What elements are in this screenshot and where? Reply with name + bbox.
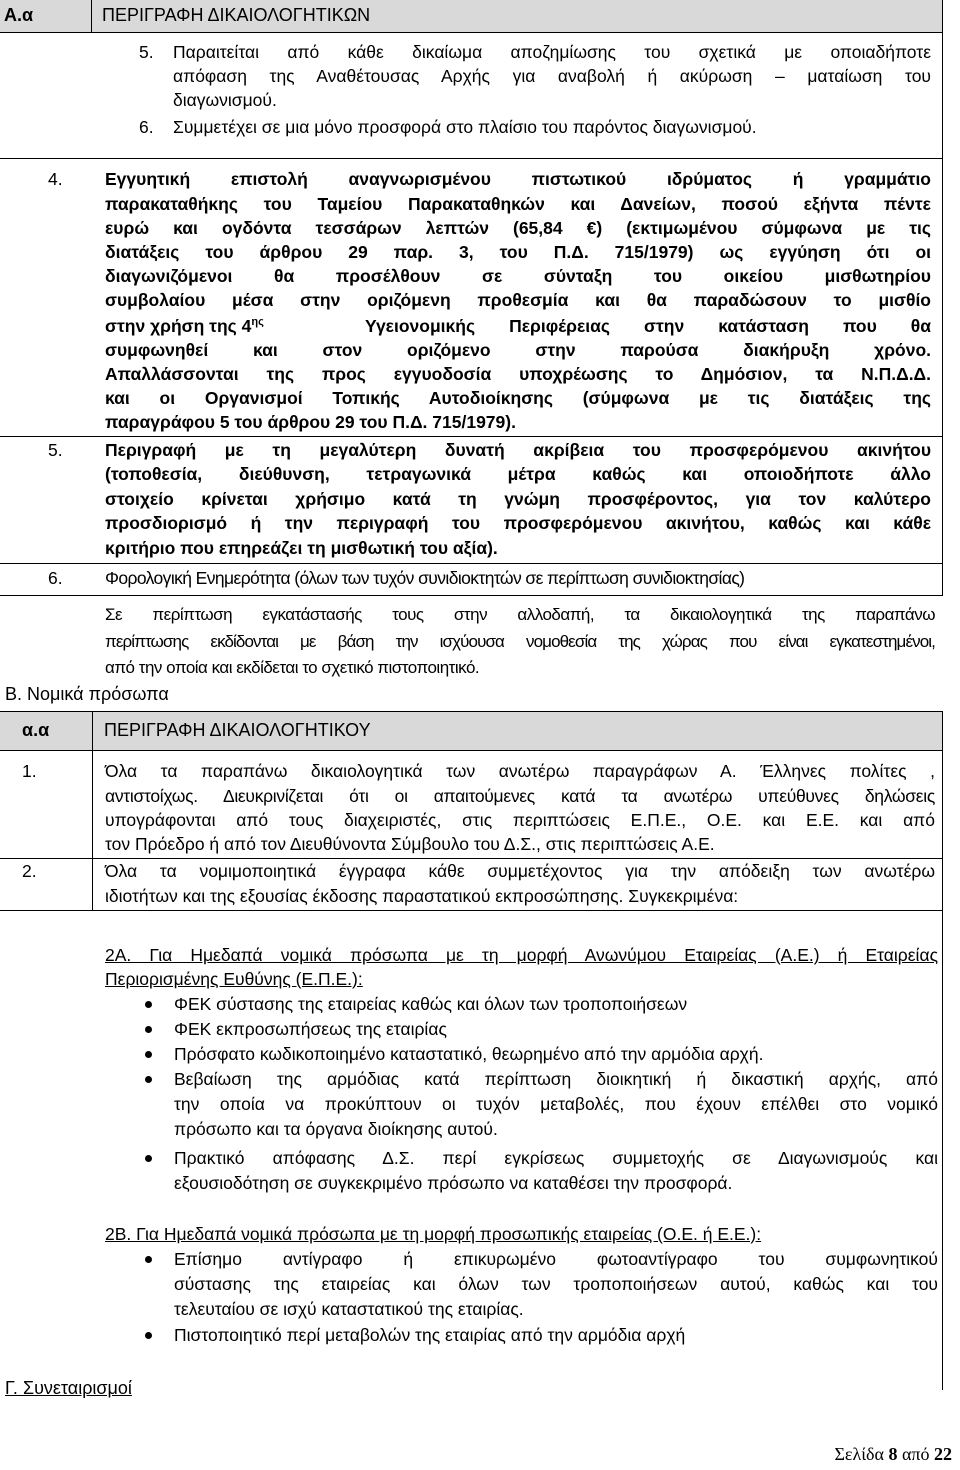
subsection-heading-2a-cont: Περιορισμένης Ευθύνης (Ε.Π.Ε.): [105, 969, 363, 989]
bullet-icon [145, 1155, 152, 1162]
table-border [942, 711, 943, 1390]
section-heading-legal-entities: Β. Νομικά πρόσωπα [5, 684, 169, 704]
bullet-icon [145, 1076, 152, 1083]
row-text-line: Φορολογική Ενημερότητα (όλων των τυχόν συνιδιοκτητών σε περίπτωση συνιδιοκτησίας) [105, 568, 745, 588]
bullet-text: τελευταίου σε ισχύ καταστατικού της εταιρίας. [174, 1299, 524, 1319]
row-text-line: στοιχείο κρίνεται χρήσιμο κατά τη γνώμη προσφέροντος, για τον καλύτερο [105, 489, 931, 509]
bullet-text: εξουσιοδότηση σε συγκεκριμένο πρόσωπο να καταθέσει την προσφορά. [174, 1173, 733, 1193]
bullet-text: Επίσημο αντίγραφο ή επικυρωμένο φωτοαντίγραφο του συμφωνητικού [174, 1249, 938, 1269]
row-text-line: κριτήριο που επηρεάζει τη μισθωτική του αξία). [105, 538, 498, 558]
subsection-heading-2a: 2Α. Για Ημεδαπά νομικά πρόσωπα με τη μορφή Ανωνύμου Εταιρείας (Α.Ε.) ή Εταιρείας [105, 945, 938, 965]
table-border [0, 563, 943, 564]
bullet-icon [145, 1256, 152, 1263]
list-item-number: 5. [139, 42, 154, 62]
row-text-line: περίπτωσης εκδίδονται με βάση την ισχύουσα νομοθεσία της χώρας που είναι εγκατεστημένοι, [105, 632, 935, 651]
bullet-text: ΦΕΚ εκπροσωπήσεως της εταιρίας [174, 1019, 447, 1039]
table-border [0, 750, 943, 751]
row-text-line: και οι Οργανισμοί Τοπικής Αυτοδιοίκησης (σύμφωνα με τις διατάξεις της [105, 388, 931, 408]
row-text-line: Εγγυητική επιστολή αναγνωρισμένου πιστωτικού ιδρύματος ή γραμμάτιο [105, 169, 931, 189]
row-text-line: Όλα τα νομιμοποιητικά έγγραφα κάθε συμμετέχοντος για την απόδειξη των ανωτέρω [105, 861, 935, 881]
bullet-icon [145, 1332, 152, 1339]
row-text-line: ευρώ και ογδόντα τεσσάρων λεπτών (65,84 €) (εκτιμωμένου σύμφωνα με τις [105, 218, 931, 238]
table-border [0, 711, 943, 712]
row-text-line: Όλα τα παραπάνω δικαιολογητικά των ανωτέρω παραγράφων Α. Έλληνες πολίτες , [105, 761, 935, 781]
row-text-line: διατάξεις του άρθρου 29 παρ. 3, του Π.Δ. 715/1979) ως εγγύηση ότι οι [105, 242, 931, 262]
row-text-line: προσδιορισμό ή την περιγραφή του προσφερόμενου ακινήτου, καθώς και κάθε [105, 513, 931, 533]
column-header-aa: α.α [22, 720, 50, 740]
table-border [0, 595, 943, 596]
superscript: ης [251, 316, 264, 329]
row-text-line: Σε περίπτωση εγκατάστασής τους στην αλλοδαπή, τα δικαιολογητικά της παραπάνω [105, 605, 935, 624]
list-item-line: απόφαση της Αναθέτουσας Αρχής για αναβολή ή ακύρωση – ματαίωση του [173, 66, 931, 86]
row-text-line: διαγωνιζόμενοι θα προσέλθουν σε σύνταξη του οικείου μισθωτηρίου [105, 266, 931, 286]
subsection-heading-2b: 2Β. Για Ημεδαπά νομικά πρόσωπα με τη μορφή προσωπικής εταιρείας (Ο.Ε. ή Ε.Ε.): [105, 1224, 762, 1244]
row-text-fragment: Υγειονομικής Περιφέρειας στην κατάσταση που θα [365, 316, 931, 336]
row-number: 1. [22, 761, 37, 781]
row-text-line: Περιγραφή με τη μεγαλύτερη δυνατή ακρίβεια του προσφερόμενου ακινήτου [105, 440, 931, 460]
row-number: 5. [48, 440, 63, 460]
total-pages-number: 22 [934, 1444, 952, 1464]
row-text-line: (τοποθεσία, διεύθυνση, τετραγωνικά μέτρα καθώς και οποιοδήποτε άλλο [105, 464, 931, 484]
table-border [0, 436, 943, 437]
row-number: 2. [22, 861, 37, 881]
table-border [0, 910, 943, 911]
table-border [0, 158, 943, 159]
bullet-text: σύστασης της εταιρείας και όλων των τροποποιήσεων αυτού, καθώς και του [174, 1274, 938, 1294]
row-text-line: παραγράφου 5 του άρθρου 29 του Π.Δ. 715/1979). [105, 412, 516, 432]
page-number-footer [834, 1444, 952, 1465]
row-text-line: Απαλλάσσονται της προς εγγυοδοσία υποχρέωσης το Δημόσιον, τα Ν.Π.Δ.Δ. [105, 364, 931, 384]
current-page-number: 8 [888, 1444, 898, 1464]
bullet-text: πρόσωπο και τα όργανα διοίκησης αυτού. [174, 1119, 498, 1139]
row-text-line: τον Πρόεδρο ή από τον Διευθύνοντα Σύμβουλο του Δ.Σ., στις περιπτώσεις Α.Ε. [105, 834, 715, 854]
section-heading-cooperatives: Γ. Συνεταιρισμοί [5, 1378, 132, 1398]
column-header-aa: Α.α [4, 5, 34, 25]
bullet-icon [145, 1051, 152, 1058]
column-header-description: ΠΕΡΙΓΡΑΦΗ ΔΙΚΑΙΟΛΟΓΗΤΙΚΩΝ [102, 5, 371, 25]
bullet-text: Πρόσφατο κωδικοποιημένο καταστατικό, θεωρημένο από την αρμόδια αρχή. [174, 1044, 764, 1064]
list-item-line: Παραιτείται από κάθε δικαίωμα αποζημίωσης του σχετικά με οποιαδήποτε [173, 42, 931, 62]
row-text-line: υπογράφονται από τους διαχειριστές, στις περιπτώσεις Ε.Π.Ε., Ο.Ε. και Ε.Ε. και από [105, 810, 935, 830]
bullet-icon [145, 1026, 152, 1033]
row-text-line: αντιστοίχως. Διευκρινίζεται ότι οι απαιτούμενες κατά τα ανωτέρω υπεύθυνες δηλώσεις [105, 786, 935, 806]
column-header-description: ΠΕΡΙΓΡΑΦΗ ΔΙΚΑΙΟΛΟΓΗΤΙΚΟΥ [104, 720, 371, 740]
bullet-text: Βεβαίωση της αρμόδιας κατά περίπτωση διοικητική ή δικαστική αρχής, από [174, 1069, 938, 1089]
bullet-text: Πιστοποιητικό περί μεταβολών της εταιρίας από την αρμόδια αρχή [174, 1325, 686, 1345]
row-text-line: από την οποία και εκδίδεται το σχετικό πιστοποιητικό. [105, 658, 480, 677]
footer-middle: από [897, 1444, 934, 1464]
row-text-line [105, 314, 931, 339]
list-item-line: Συμμετέχει σε μια μόνο προσφορά στο πλαίσιο του παρόντος διαγωνισμού. [173, 117, 757, 137]
row-number: 4. [48, 169, 63, 189]
bullet-text: ΦΕΚ σύστασης της εταιρείας καθώς και όλων των τροποποιήσεων [174, 994, 688, 1014]
row-text-line: ιδιοτήτων και της εξουσίας έκδοσης παραστατικού εκπροσώπησης. Συγκεκριμένα: [105, 886, 739, 906]
row-text-line: παρακαταθήκης του Ταμείου Παρακαταθηκών και Δανείων, ποσού εξήντα πέντε [105, 194, 931, 214]
list-item-line: διαγωνισμού. [173, 90, 277, 110]
table-border [942, 0, 943, 596]
list-item-number: 6. [139, 117, 154, 137]
row-text-fragment: στην χρήση της 4 [105, 316, 252, 336]
row-number: 6. [48, 568, 63, 588]
row-text-line: συμφωνηθεί και στον οριζόμενο στην παρούσα διακήρυξη χρόνο. [105, 340, 931, 360]
bullet-icon [145, 1001, 152, 1008]
row-text-line: συμβολαίου μέσα στην οριζόμενη προθεσμία και θα παραδώσουν το μισθίο [105, 290, 931, 310]
table-border [91, 0, 92, 32]
footer-prefix: Σελίδα [834, 1444, 889, 1464]
bullet-text: την οποία να προκύπτουν οι τυχόν μεταβολές, που έχουν επέλθει στο νομικό [174, 1094, 938, 1114]
table-border [92, 711, 93, 859]
bullet-text: Πρακτικό απόφασης Δ.Σ. περί εγκρίσεως συμμετοχής σε Διαγωνισμούς και [174, 1148, 938, 1168]
table-border [0, 32, 943, 33]
table-border [92, 858, 93, 910]
